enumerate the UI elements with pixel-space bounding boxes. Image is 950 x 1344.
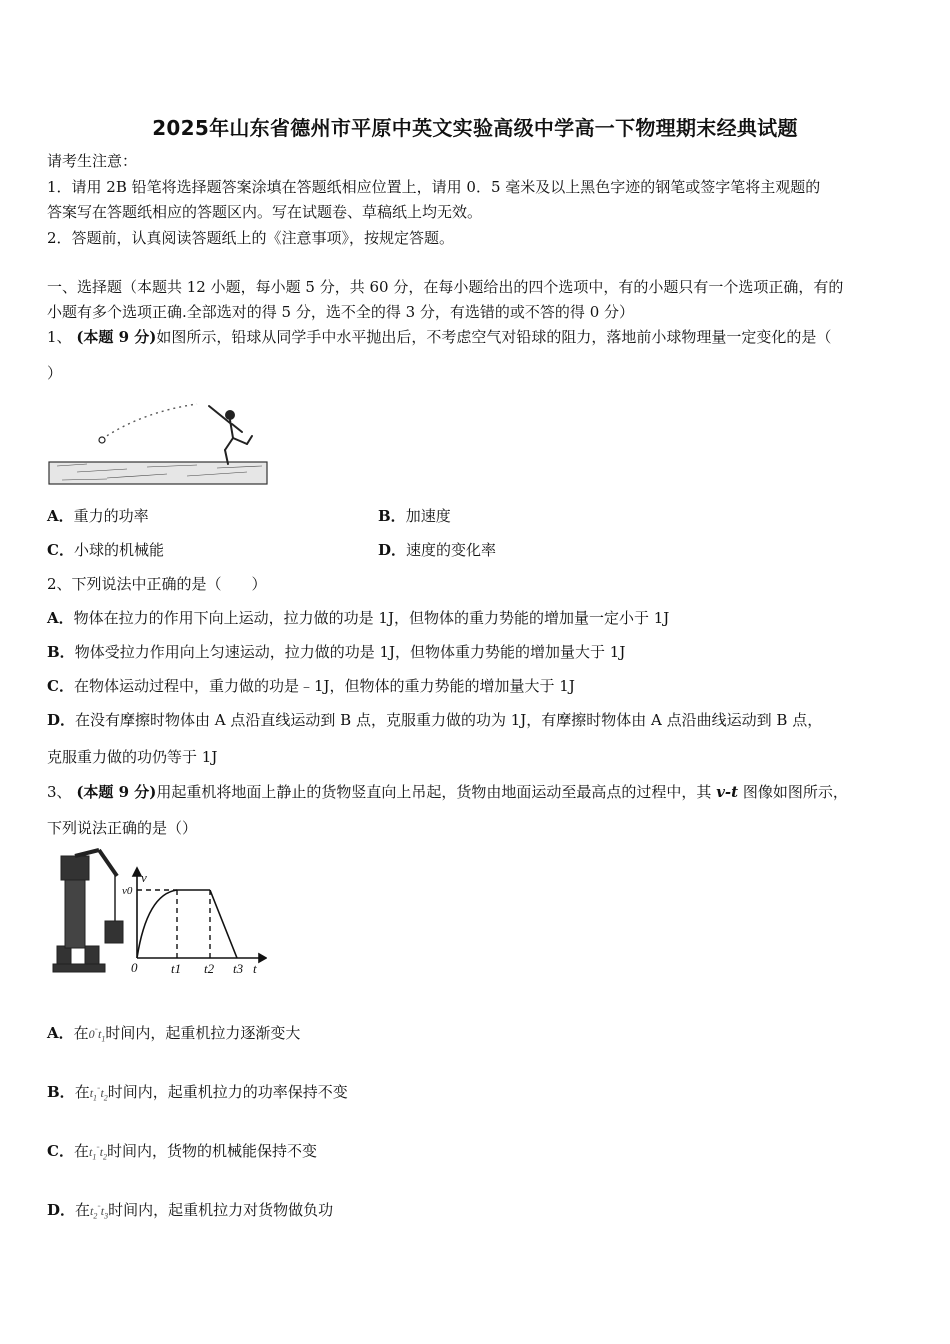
q3-option-c-pre: 在 (73, 1142, 89, 1160)
q3-option-d-letter: D． (47, 1201, 76, 1219)
q3-option-d-from: t (90, 1204, 94, 1218)
origin-label: 0 (131, 960, 138, 975)
crane-icon (53, 850, 123, 972)
q3-option-b-to: t (100, 1086, 104, 1100)
q3-option-b-text: 时间内，起重机拉力的功率保持不变 (107, 1083, 348, 1101)
q3-option-b-from: t (89, 1086, 94, 1100)
notice-item-1a: 1．请用 2B 铅笔将选择题答案涂填在答题纸相应位置上，请用 0．5 毫米及以上黑色字迹的钢笔或签字笔将主观题的 (47, 178, 821, 196)
q3-option-d-from-sub: 2 (93, 1211, 98, 1221)
q1-stem-end: ） (47, 364, 63, 382)
q1-option-a-letter: A． (47, 507, 74, 525)
q3-stem-end: 下列说法正确的是（） (47, 819, 198, 837)
t3-label: t3 (233, 961, 244, 976)
q2-option-b-letter: B． (47, 643, 75, 661)
q1-option-b-text: 加速度 (405, 507, 451, 525)
q3-option-a-text: 时间内，起重机拉力逐渐变大 (105, 1024, 301, 1042)
q3-option-d-sep: - (97, 1201, 101, 1212)
q2-option-d[interactable] (47, 710, 822, 730)
q3-option-d-to-sub: 3 (104, 1211, 109, 1221)
q3-option-a-letter: A． (47, 1024, 74, 1042)
q2-option-c-letter: C． (47, 677, 74, 695)
q3-option-d[interactable] (47, 1200, 333, 1226)
q2-option-d-cont: 克服重力做的功仍等于 1J (47, 748, 218, 766)
q3-option-a-to-sub: 1 (101, 1034, 106, 1044)
shot-put-figure (47, 392, 272, 492)
q1-option-c[interactable] (47, 540, 164, 560)
q3-option-b-pre: 在 (74, 1083, 90, 1101)
q1-score: (本题 9 分) (76, 328, 157, 346)
q1-stem-text: 如图所示，铅球从同学手中水平抛出后，不考虑空气对铅球的阻力，落地前小球物理量一定变化的是（ (156, 328, 832, 346)
q3-option-b-from-sub: 1 (93, 1093, 98, 1103)
q1-option-c-text: 小球的机械能 (73, 541, 164, 559)
t-axis-label: t (253, 961, 257, 976)
q3-stem (47, 782, 848, 802)
q3-option-d-text: 时间内，起重机拉力对货物做负功 (108, 1201, 334, 1219)
notice-item-1b: 答案写在答题纸相应的答题区内。写在试题卷、草稿纸上均无效。 (47, 203, 483, 221)
q3-option-a-to: t (98, 1027, 102, 1041)
q3-option-c-text: 时间内，货物的机械能保持不变 (107, 1142, 318, 1160)
q3-option-d-to: t (100, 1204, 105, 1218)
notice-heading: 请考生注意： (47, 152, 138, 170)
q1-option-d[interactable] (378, 540, 496, 560)
q3-option-b-sep: - (97, 1083, 101, 1094)
q3-option-c-to: t (99, 1145, 104, 1159)
q2-option-a[interactable] (47, 608, 669, 628)
q3-option-a-pre: 在 (73, 1024, 89, 1042)
q1-number: 1、 (47, 328, 72, 346)
q3-option-b-letter: B． (47, 1083, 75, 1101)
q3-option-c-letter: C． (47, 1142, 74, 1160)
q1-option-b-letter: B． (378, 507, 406, 525)
q1-stem (47, 327, 831, 347)
q2-option-b[interactable] (47, 642, 625, 662)
q3-option-b-to-sub: 2 (103, 1093, 108, 1103)
q3-vt: v-t (716, 783, 739, 801)
section-intro-2: 小题有多个选项正确.全部选对的得 5 分，选不全的得 3 分，有选错的或不答的得 0 分） (47, 303, 635, 321)
t2-label: t2 (204, 961, 215, 976)
q3-stem-text-2: 图像如图所示， (738, 783, 848, 801)
q2-option-b-text: 物体受拉力作用向上匀速运动，拉力做的功是 1J，但物体重力势能的增加量大于 1J (74, 643, 626, 661)
v0-label: v0 (122, 885, 133, 897)
q3-option-c-from: t (88, 1145, 93, 1159)
q3-option-d-pre: 在 (75, 1201, 91, 1219)
q3-option-c-from-sub: 1 (92, 1152, 97, 1162)
q3-option-a-from: 0 (88, 1027, 95, 1041)
q1-option-a[interactable] (47, 506, 149, 526)
q1-option-d-letter: D． (378, 541, 407, 559)
q3-option-a[interactable] (47, 1023, 300, 1049)
q1-option-c-letter: C． (47, 541, 74, 559)
q3-number: 3、 (47, 783, 72, 801)
q1-option-a-text: 重力的功率 (73, 507, 149, 525)
t1-label: t1 (171, 961, 182, 976)
v-axis-label: v (141, 870, 147, 885)
q3-stem-text: 用起重机将地面上静止的货物竖直向上吊起，货物由地面运动至最高点的过程中，其 (156, 783, 717, 801)
q1-option-b[interactable] (378, 506, 451, 526)
q2-stem: 2、下列说法中正确的是（ ） (47, 575, 267, 593)
page-title: 2025年山东省德州市平原中英文实验高级中学高一下物理期末经典试题 (152, 116, 798, 140)
q2-option-c-text: 在物体运动过程中，重力做的功是﹣1J，但物体的重力势能的增加量大于 1J (73, 677, 575, 695)
section-intro-1: 一、选择题（本题共 12 小题，每小题 5 分，共 60 分，在每小题给出的四个选项中，有的小题只有一个选项正确，有的 (47, 278, 844, 296)
q3-option-c[interactable] (47, 1141, 317, 1167)
q2-option-a-text: 物体在拉力的作用下向上运动，拉力做的功是 1J，但物体的重力势能的增加量一定小于 1J (73, 609, 670, 627)
q1-option-d-text: 速度的变化率 (406, 541, 497, 559)
q3-option-c-sep: - (96, 1142, 100, 1153)
q2-option-d-text: 在没有摩擦时物体由 A 点沿直线运动到 B 点，克服重力做的功为 1J，有摩擦时物体由 A 点沿曲线运动到 B 点， (75, 711, 823, 729)
q2-option-c[interactable] (47, 676, 575, 696)
q2-option-d-letter: D． (47, 711, 76, 729)
crane-vt-figure (47, 846, 267, 981)
q3-option-c-to-sub: 2 (103, 1152, 108, 1162)
q3-score: (本题 9 分) (76, 783, 157, 801)
notice-item-2: 2．答题前，认真阅读答题纸上的《注意事项》，按规定答题。 (47, 229, 455, 247)
q2-option-a-letter: A． (47, 609, 74, 627)
q3-option-b[interactable] (47, 1082, 348, 1108)
q3-option-a-sep: - (94, 1024, 99, 1035)
